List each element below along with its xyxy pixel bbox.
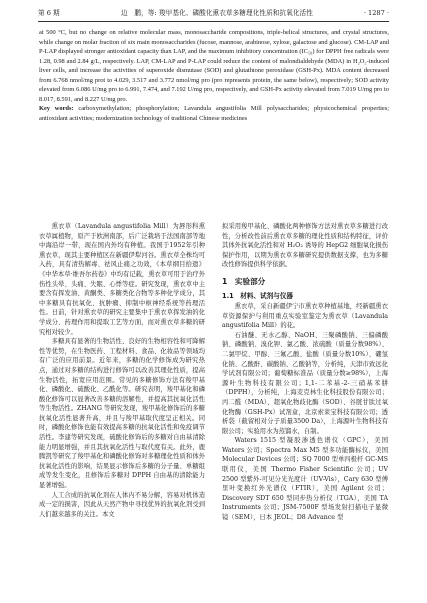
materials-paragraph-3: Waters 1515 型凝胶渗透色谱仪（GPC），美国 Waters 公司；Spectra Max M5 型多功能酶标仪，美国 Molecular Devices 公司；SQ 7000 型单四极杆 GC-MS 联用仪，美国 Thermo Fisher Scientific 公司；UV 2500 型紫外-可见分光光度计（UV-Vis），Cary 630 型傅里叶变换红外光谱仪（FTIR），美国 Agilent 公司；Discovery SDT 650 型同步热分析仪（TGA），美国 TA Instruments 公司；JSM-7500F 型场发射扫描电子显微镜（SEM），日本 JEOL；D8 Advance 型	[222, 437, 388, 522]
keywords-label: Key words:	[39, 105, 74, 113]
intro-paragraph-3: 人工合成的抗氧化剂在人体内不易分解，容易对机体造成一定的损害，因此从天然产物中寻找优异的抗氧化剂受到人们越来越多的关注。本文	[39, 491, 205, 518]
header-rule	[38, 21, 389, 22]
running-title: 边 鹏，等: 羧甲基化、磷酸化熏衣草多糖理化性质和抗氧化活性	[121, 9, 313, 17]
intro-paragraph-1: 熏衣草（Lavandula angustifolia Mill）为唇形科熏衣草属植物，原产于欧洲南部，后广泛栽培于法国南部等地中海沿岸一带，现在国内外均有种植。我国于1952年引种熏衣草，现其主要种植区在新疆伊犁河谷。熏衣草全株均可入药，具有清热解毒、祛风止痛之功效，《本草纲目拾遗》《中华本草·维吾尔药卷》中均有记载，熏衣草可用于治疗外伤性头晕、头痛、失眠、心悸等症。研究发现，熏衣草中主要含有挥发油、黄酮类、多糖类化合物等多种化学成分，其中多糖具有抗氧化、抗肿瘤、抑制中枢神经系统等药理活性。日前，针对熏衣草的研究主要集中于熏衣草挥发油的化学成分、药理作用和提取工艺等方面，而对熏衣草多糖的研究相对较少。	[39, 223, 205, 336]
keywords	[39, 104, 389, 123]
left-column	[39, 222, 205, 519]
page-number: · 1287 ·	[363, 9, 389, 17]
materials-paragraph-2: 石油醚、无水乙醇、NaOH、三聚磷酸钠、三偏磷酸钠、磷酸钠、溴化钾、氯乙酸、浓硫酸（质量分数98%）、二氯甲烷、甲醇、三氟乙酸、盐酸（质量分数10%）、硼氢化钠、乙酸酐、碳酸钠、乙酸钠等，分析纯，天津市致远化学试剂有限公司；葡萄糖标准品（质量分数≥98%），上海源叶生物科技有限公司；1,1-二苯基-2-三硝基苯肼（DPPH），分析纯，上海麦克林生化科技股份有限公司；丙二醛（MDA）、超氧化物歧化酶（SOD）、谷胱甘肽过氧化物酶（GSH-Px）试剂盒，北京索莱宝科技有限公司；透析袋（截留相对分子质量3500 Da），上海源叶生物科技有限公司；实验用水为蒸馏水，自制。	[222, 331, 388, 435]
running-header	[38, 6, 389, 20]
section-heading: 1 实验部分	[222, 276, 266, 286]
intro-paragraph-2: 多糖具有显著的生物活性、良好的生物相容性和可降解性等优势，在生物医药、工程材料、食品、化妆品等领域均有广泛的应用前景。近年来，多糖的化学修饰成为研究热点，通过对多糖的结构进行修饰可以改善其理化性质，提高生物活性，拓宽应用范围。常见的多糖修饰方法有羧甲基化、磷酸化、硫酸化、乙酰化等。研究表明，羧甲基化和磷酸化修饰可以显著改善多糖的溶解性，并提高其抗氧化活性等生物活性。ZHANG 等研究发现，羧甲基化修饰后的多糖抗氧化活性显著升高，并且与羧甲基取代度呈正相关。同时，磷酸化修饰也能有效提高多糖的抗氧化活性和免疫调节活性。李建等研究发现，硫酸化修饰后的多糖对自由基清除能力明显增强，并且其抗氧化活性与取代度有关。此外，鹿腾凯等研究了羧甲基化和磷酸化修饰对多糖理化性质和体外抗氧化活性的影响，结果显示修饰后多糖的分子量、单糖组成等发生变化，且修饰后多糖对 DPPH 自由基的清除能力显著增强。	[39, 338, 205, 490]
right-column	[222, 222, 388, 523]
materials-paragraph-1: 熏衣草，采自新疆伊宁市熏衣草种植基地，经新疆熏衣草资源保护与利用重点实验室鉴定为熏衣草（Lavandula angustifolia Mill）的花。	[222, 302, 388, 330]
abstract-text: at 500 °C, but no change on relative molecular mass, monosaccharide compositions, triple-helical structures, and crystal structures, while change on molar fraction of six main monosaccharides (fucose, mannose, arabinose, xylose, galactose and glucose). CM-LAP and P-LAP displayed stronger antioxidant capacity than LAP, and the maximum inhibitory concentration (IC₅₀) for DPPH free radicals were 1.28, 0.98 and 2.84 g/L, respectively. LAP, CM-LAP and P-LAP could reduce the content of malondialdehyde (MDA) in H₂O₂-induced liver cells, and increase the activities of superoxide dismutase (SOD) and glutathione peroxidase (GSH-Px). MDA content decreased from 6.768 nmol/mg prot to 4.029, 3.517 and 3.772 nmol/mg pro (pro represents protein, the same below), respectively; SOD activity elevated from 6.086 U/mg pro to 6.991, 7.474, and 7.192 U/mg pro, respectively, and GSH-Px activity elevated from 7.019 U/mg pro to 8.017, 8.591, and 8.227 U/mg pro.	[39, 29, 389, 103]
issue-number: 第 6 期	[38, 9, 60, 17]
english-abstract	[39, 28, 389, 123]
intro-paragraph-continued: 拟采用羧甲基化、磷酸化两种修饰方法对熏衣草多糖进行改性，分析改性前后熏衣草多糖的理化性质和结构特征，评价其体外抗氧化活性和对 H₂O₂ 诱导的 HepG2 细胞氧化损伤保护作用，以期为熏衣草多糖研究提供数据支撑，也为多糖改性修饰提供科学依据。	[222, 223, 388, 269]
keywords-text: carboxymethylation; phosphorylation; Lavandula angustifolia Mill polysaccharides; physicochemical properties; antioxidant activities; modernization technology of traditional Chinese medicines	[39, 105, 389, 122]
subsection-heading: 1.1 材料、试剂与仪器	[222, 291, 294, 300]
